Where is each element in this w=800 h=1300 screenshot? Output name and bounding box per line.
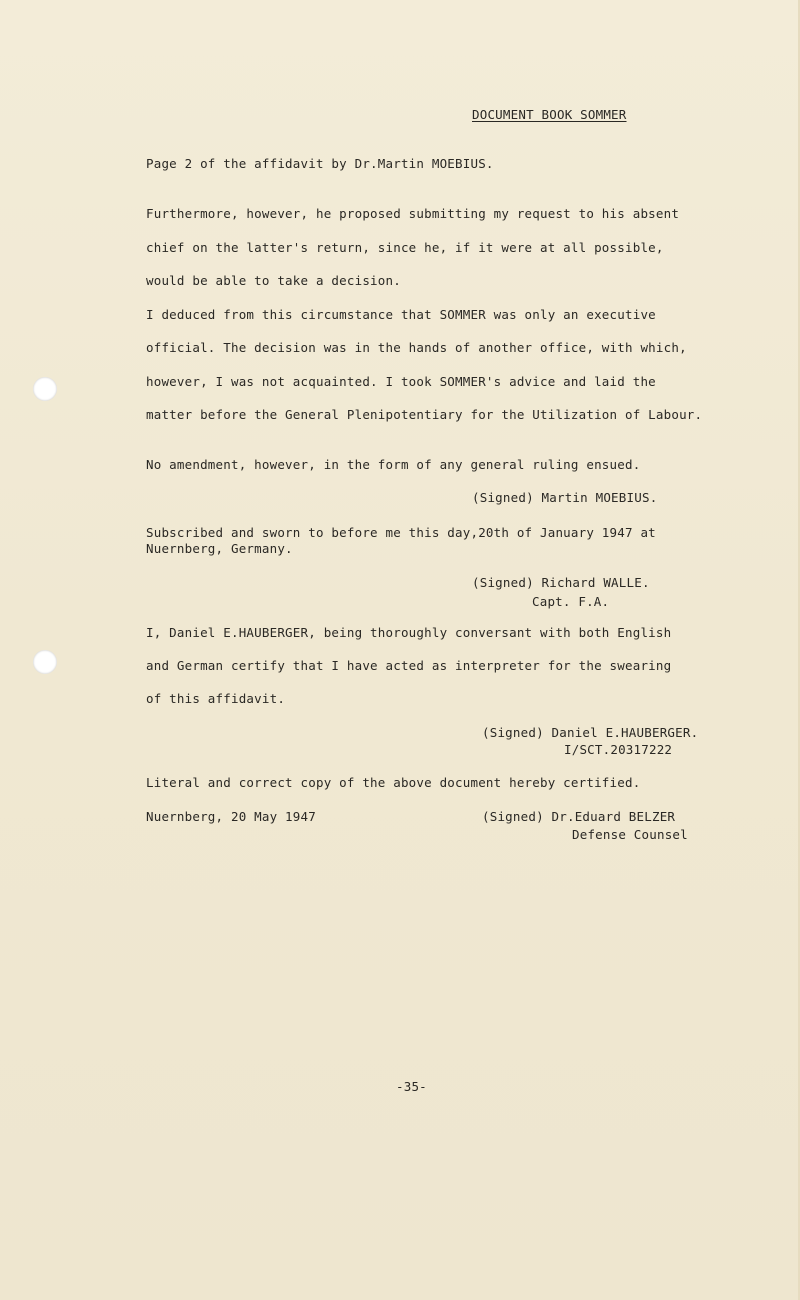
signature-hauberger: (Signed) Daniel E.HAUBERGER. — [482, 725, 699, 740]
signature-moebius: (Signed) Martin MOEBIUS. — [472, 490, 658, 505]
walle-rank: Capt. F.A. — [532, 594, 610, 609]
sworn-statement-line-2: Nuernberg, Germany. — [146, 541, 293, 556]
interpreter-statement-line-2: and German certify that I have acted as interpreter for the swearing — [146, 658, 672, 673]
paragraph-1-line-2: chief on the latter's return, since he, if it were at all possible, — [146, 240, 664, 255]
page-number: -35- — [396, 1079, 427, 1094]
paragraph-2-line-3: however, I was not acquainted. I took SOMMER's advice and laid the — [146, 374, 656, 389]
signature-walle: (Signed) Richard WALLE. — [472, 575, 650, 590]
hauberger-id: I/SCT.20317222 — [564, 742, 673, 757]
paragraph-1-line-3: would be able to take a decision. — [146, 273, 401, 288]
paragraph-2-line-2: official. The decision was in the hands of another office, with which, — [146, 340, 687, 355]
interpreter-statement-line-1: I, Daniel E.HAUBERGER, being thoroughly conversant with both English — [146, 625, 672, 640]
punch-hole-top — [33, 377, 57, 401]
document-book-header: DOCUMENT BOOK SOMMER — [472, 107, 627, 122]
interpreter-statement-line-3: of this affidavit. — [146, 691, 286, 706]
punch-hole-bottom — [33, 650, 57, 674]
page-intro: Page 2 of the affidavit by Dr.Martin MOEBIUS. — [146, 156, 494, 171]
paragraph-1-line-1: Furthermore, however, he proposed submitting my request to his absent — [146, 206, 680, 221]
signature-belzer: (Signed) Dr.Eduard BELZER — [482, 809, 676, 824]
paragraph-2-line-4: matter before the General Plenipotentiary for the Utilization of Labour. — [146, 407, 703, 422]
certification: Literal and correct copy of the above document hereby certified. — [146, 775, 641, 790]
sworn-statement-line-1: Subscribed and sworn to before me this day,20th of January 1947 at — [146, 525, 656, 540]
paragraph-3: No amendment, however, in the form of any general ruling ensued. — [146, 457, 641, 472]
paragraph-2-line-1: I deduced from this circumstance that SOMMER was only an executive — [146, 307, 656, 322]
belzer-title: Defense Counsel — [572, 827, 688, 842]
place-date: Nuernberg, 20 May 1947 — [146, 809, 316, 824]
